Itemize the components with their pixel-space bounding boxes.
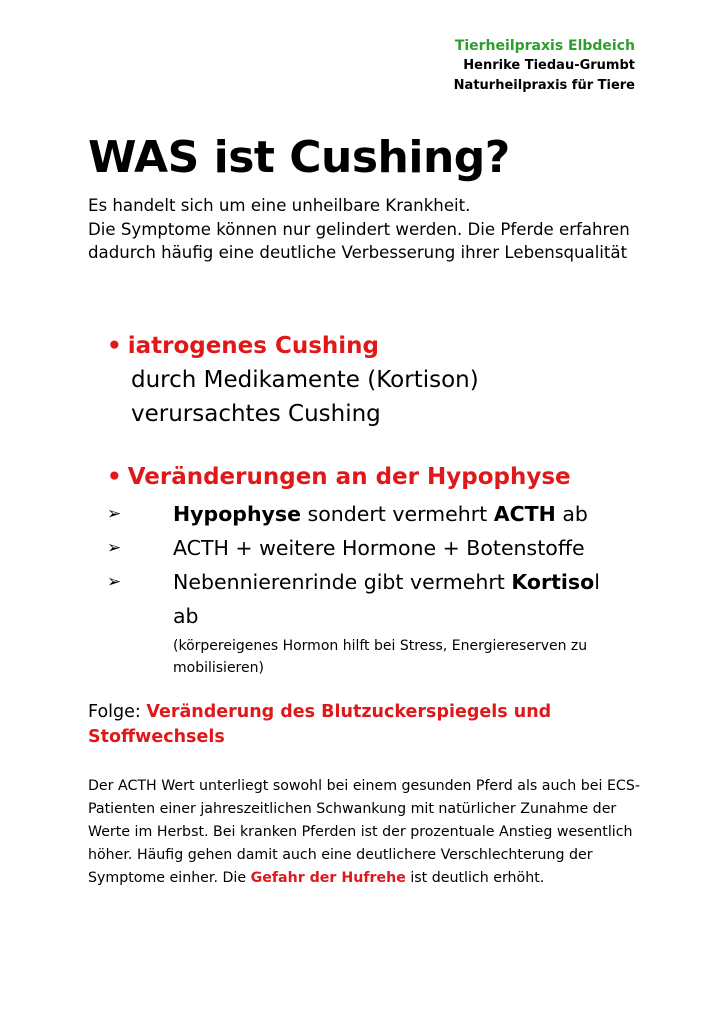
bullet-body-line-1: durch Medikamente (Kortison) xyxy=(131,367,479,393)
bullet-dot: • xyxy=(107,333,122,359)
paragraph-ending: ist deutlich erhöht. xyxy=(405,870,545,886)
paragraph-text: Der ACTH Wert unterliegt sowohl bei einem gesunden Pferd als auch bei ECS-Patienten einer jahreszeitlichen Schwankung mit natürlicher Zunahme der Werte im Herbst. Bei kranken Pferden ist der prozentuale Anstieg wesentlich höher. Häufig gehen damit auch eine deutlichere Verschlechterung der Symptome einher. Die xyxy=(88,778,640,886)
bullet-hypophysis xyxy=(107,460,571,494)
bullet-iatrogenic xyxy=(107,329,479,431)
arrow-text: ACTH + weitere Hormone + Botenstoffe xyxy=(173,536,585,560)
page-header xyxy=(454,36,635,96)
consequence-text: Veränderung des Blutzuckerspiegels und Stoffwechsels xyxy=(88,702,552,747)
term-kortisol: Kortiso xyxy=(511,570,595,594)
bullet-heading: iatrogenes Cushing xyxy=(127,333,380,359)
arrow-text: sondert vermehrt xyxy=(301,502,494,526)
practice-subtitle: Naturheilpraxis für Tiere xyxy=(453,78,635,93)
acth-paragraph xyxy=(88,775,648,890)
owner-name: Henrike Tiedau-Grumbt xyxy=(463,58,635,73)
arrow-list xyxy=(107,497,647,679)
arrow-bullet-icon: ➢ xyxy=(107,504,122,524)
hormone-note: (körpereigenes Hormon hilft bei Stress, Energiereserven zu mobilisieren) xyxy=(173,638,588,676)
arrow-bullet-icon: ➢ xyxy=(107,538,122,558)
intro-line-2: Die Symptome können nur gelindert werden. Die Pferde erfahren dadurch häufig eine deutliche Verbesserung ihrer Lebensqualität xyxy=(88,219,630,262)
arrow-text: Nebennierenrinde gibt vermehrt xyxy=(173,570,512,594)
term-hypophyse: Hypophyse xyxy=(173,502,302,526)
intro-text xyxy=(88,194,648,265)
arrow-item xyxy=(107,497,647,531)
consequence-label: Folge: xyxy=(88,702,147,722)
practice-name: Tierheilpraxis Elbdeich xyxy=(454,38,635,54)
bullet-heading: Veränderungen an der Hypophyse xyxy=(127,464,571,490)
paragraph-highlight: Gefahr der Hufrehe xyxy=(250,870,406,886)
bullet-dot: • xyxy=(107,464,122,490)
page-title: WAS ist Cushing? xyxy=(88,132,510,183)
arrow-bullet-icon: ➢ xyxy=(107,572,122,592)
term-acth: ACTH xyxy=(493,502,556,526)
arrow-item xyxy=(107,565,647,633)
arrow-text: ab xyxy=(555,502,588,526)
intro-line-1: Es handelt sich um eine unheilbare Krankheit. xyxy=(88,196,471,215)
bullet-body-line-2: verursachtes Cushing xyxy=(131,401,381,427)
arrow-text: l xyxy=(594,570,600,594)
arrow-item xyxy=(107,531,647,565)
arrow-text-continuation: ab xyxy=(173,604,199,628)
consequence xyxy=(88,700,558,750)
